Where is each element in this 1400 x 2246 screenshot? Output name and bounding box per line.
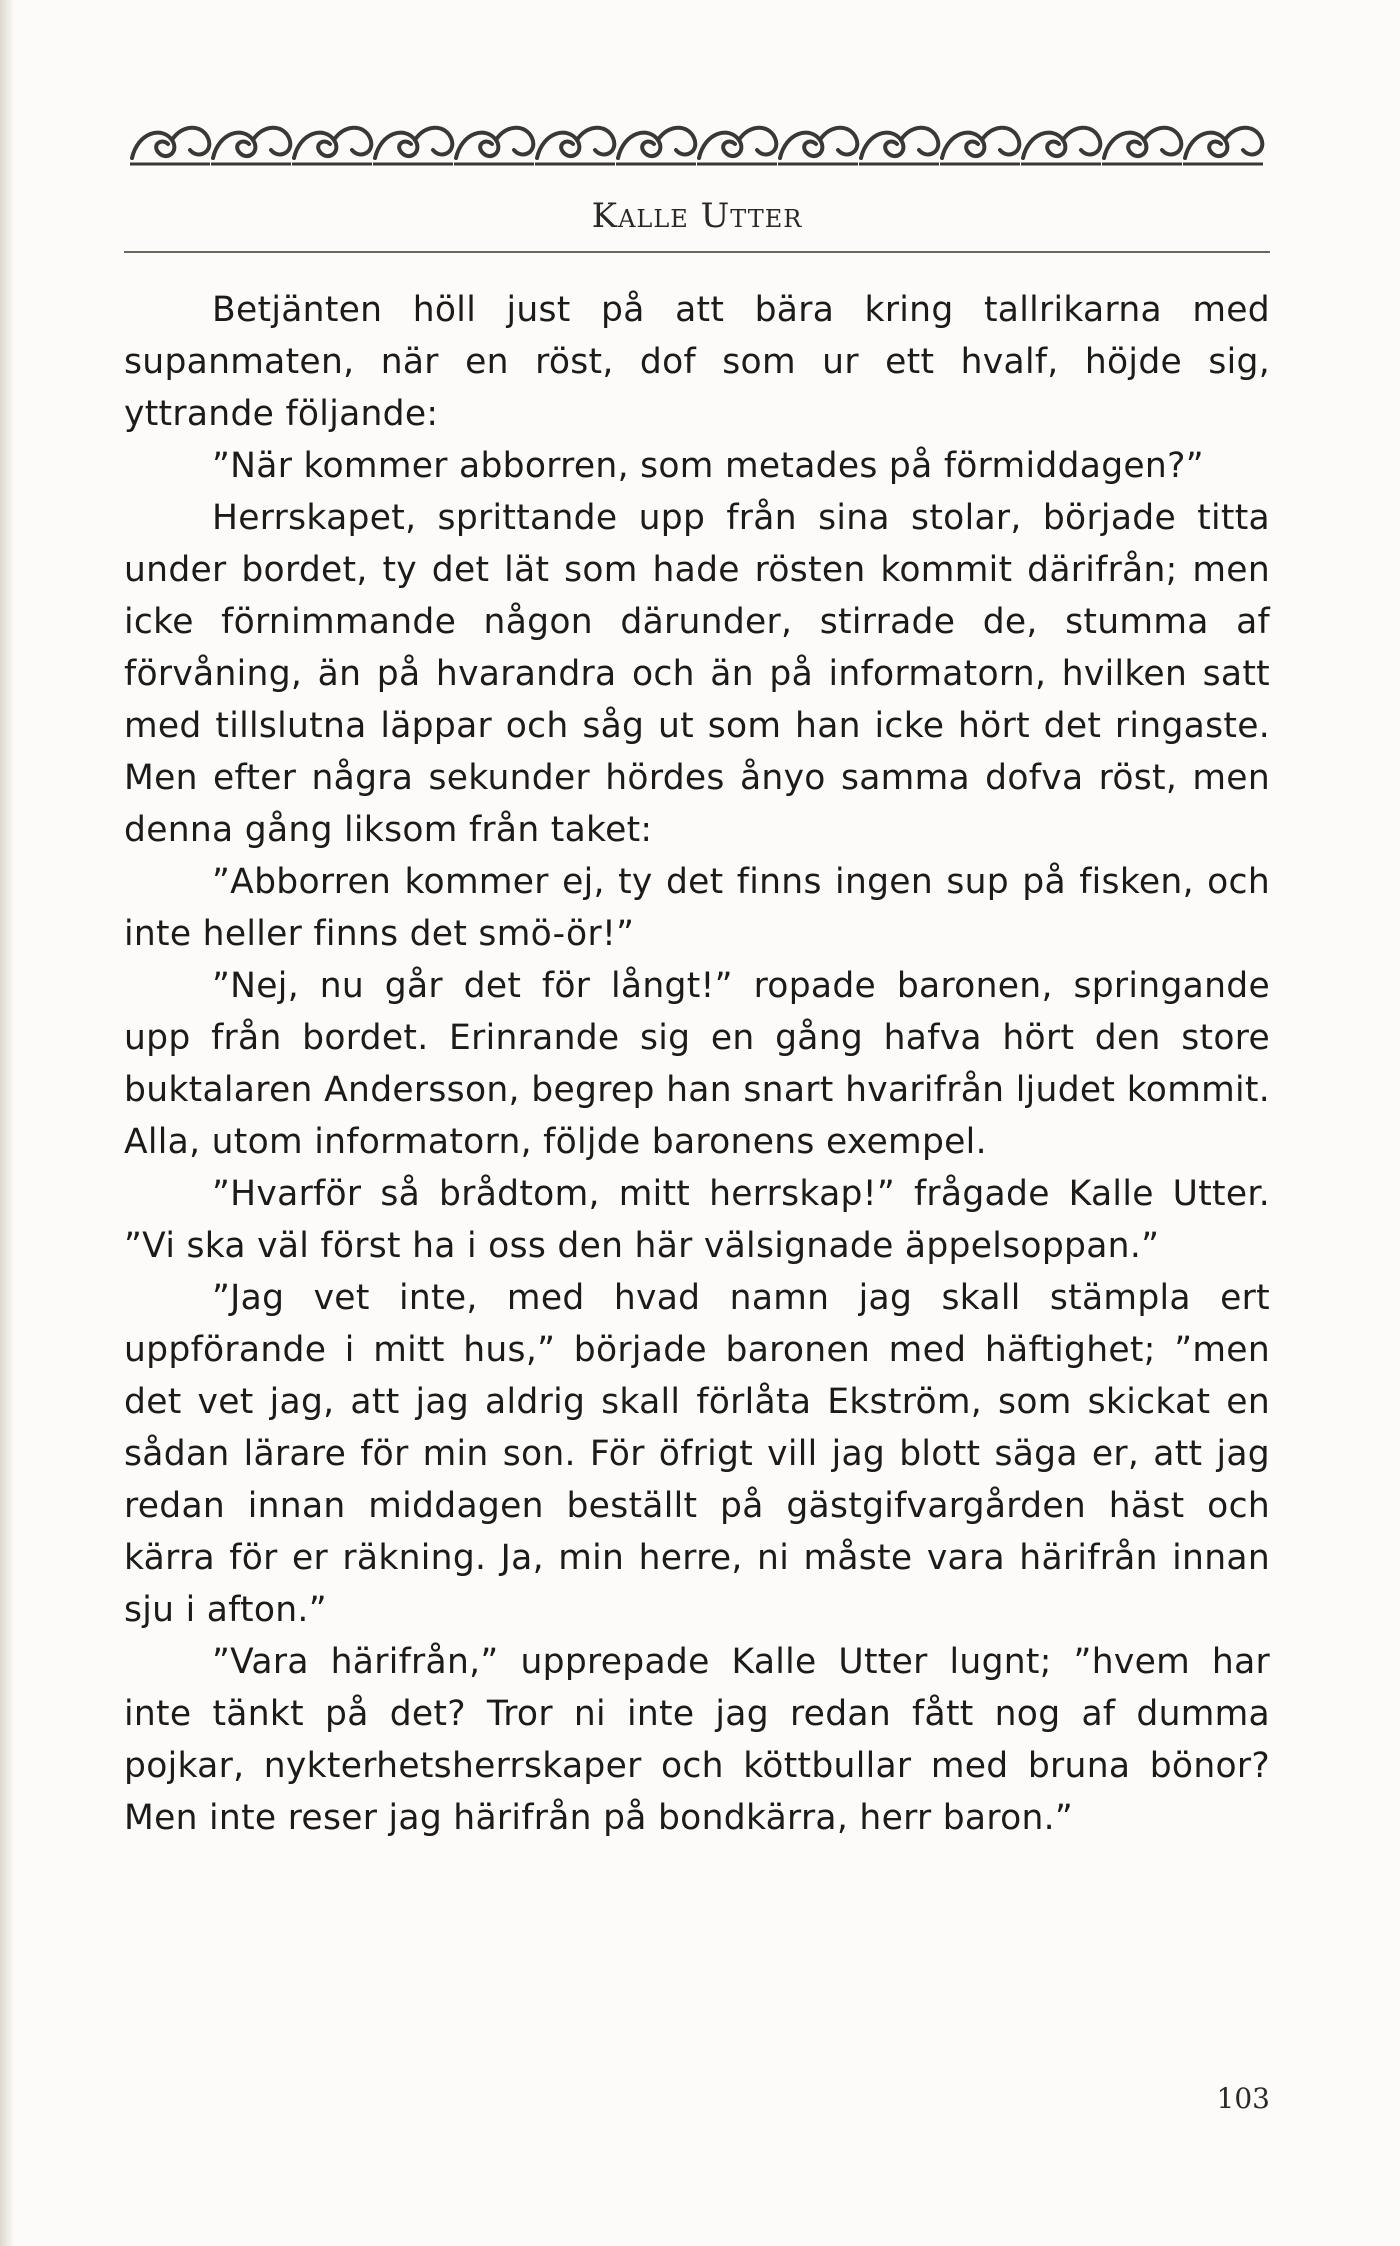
paragraph: Herrskapet, sprittande upp från sina stolar, började titta under bordet, ty det lät som hade rösten kommit därifrån; men icke förnimmande någon därunder, stirrade de, stumma af förvåning, än på hvarandra och än på informatorn, hvilken satt med tillslutna läppar och såg ut som han icke hört det ringaste. Men efter några sekunder hördes ånyo samma dofva röst, men denna gång liksom från taket: bbox=[124, 498, 1270, 850]
paragraph: ”Abborren kommer ej, ty det finns ingen sup på fisken, och inte heller finns det smö-ör!” bbox=[124, 862, 1270, 954]
paragraph: ”Nej, nu går det för långt!” ropade baronen, springande upp från bordet. Erinrande sig en gång hafva hört den store buktalaren Andersson, begrep han snart hvarifrån ljudet kommit. Alla, utom informatorn, följde baronens exempel. bbox=[124, 966, 1270, 1162]
page-edge-shadow bbox=[0, 0, 14, 2246]
paragraph: ”Vara härifrån,” upprepade Kalle Utter lugnt; ”hvem har inte tänkt på det? Tror ni inte jag redan fått nog af dumma pojkar, nykterhetsherrskaper och köttbullar med bruna bönor? Men inte reser jag härifrån på bondkärra, herr baron.” bbox=[124, 1642, 1270, 1838]
paragraph: ”Jag vet inte, med hvad namn jag skall stämpla ert uppförande i mitt hus,” började baronen med häftighet; ”men det vet jag, att jag aldrig skall förlåta Ekström, som skickat en sådan lärare för min son. För öfrigt vill jag blott säga er, att jag redan innan middagen beställt på gästgifvargården häst och kärra för er räkning. Ja, min herre, ni måste vara härifrån innan sju i afton.” bbox=[124, 1278, 1270, 1630]
running-head-title: Kalle Utter bbox=[591, 196, 803, 236]
paragraph: ”När kommer abborren, som metades på förmiddagen?” bbox=[212, 446, 1204, 486]
body-text bbox=[124, 284, 1270, 1844]
paragraph: ”Hvarför så brådtom, mitt herrskap!” frågade Kalle Utter. ”Vi ska väl först ha i oss den här välsignade äppelsoppan.” bbox=[124, 1174, 1270, 1266]
header-rule bbox=[124, 251, 1270, 253]
paragraph: Betjänten höll just på att bära kring tallrikarna med supanmaten, när en röst, dof som ur ett hvalf, höjde sig, yttrande följande: bbox=[124, 290, 1270, 434]
page-number: 103 bbox=[1216, 2082, 1270, 2115]
decorative-header-ornament bbox=[128, 118, 1268, 174]
